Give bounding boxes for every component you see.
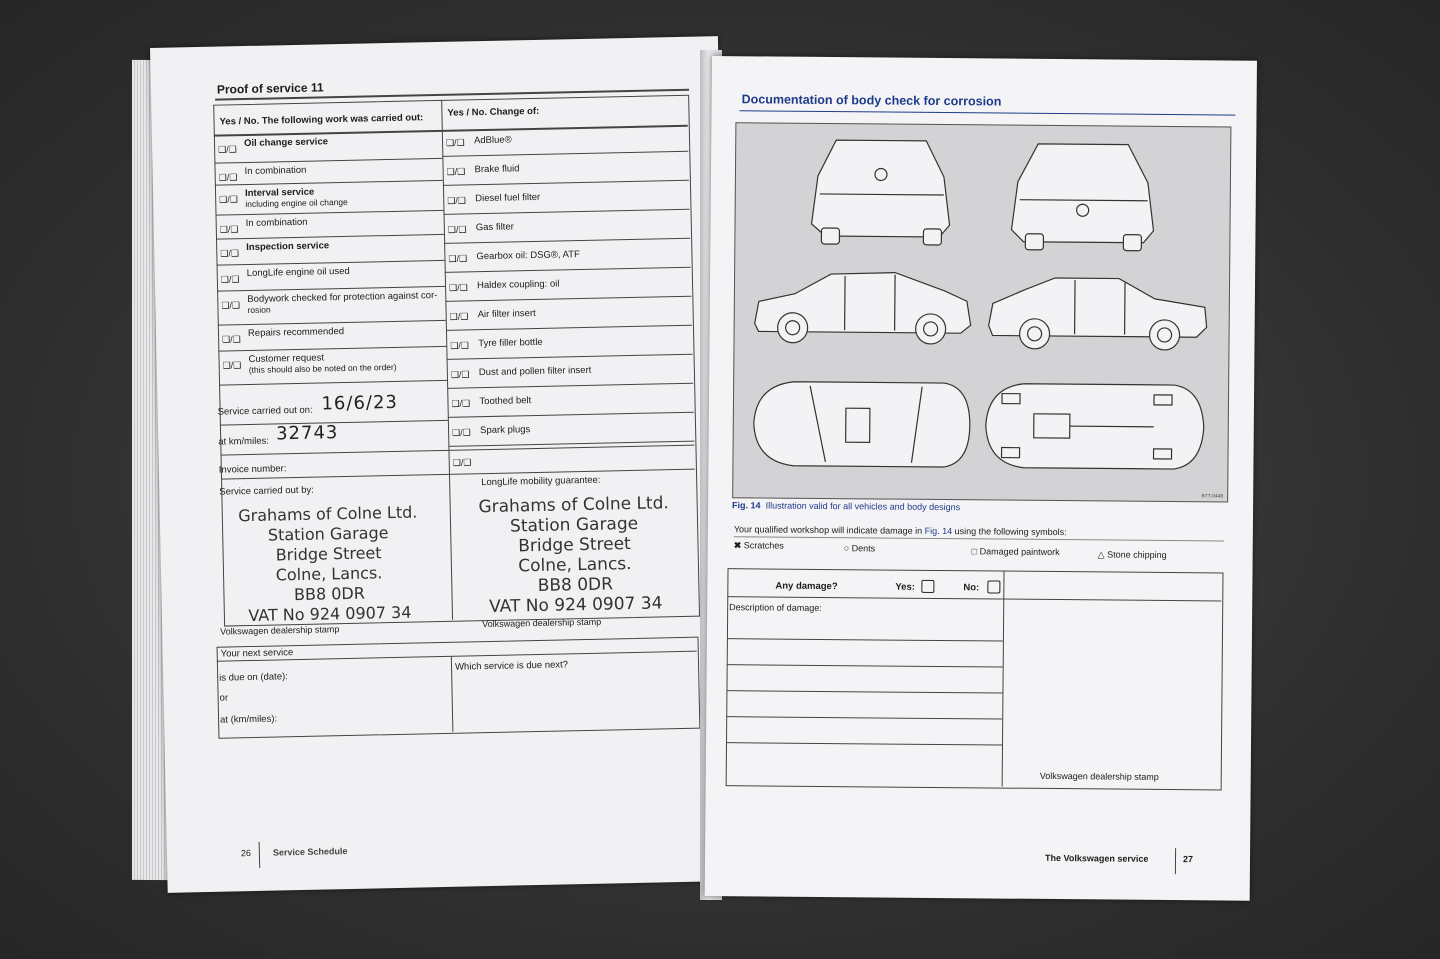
scratches-icon: ✖ — [733, 540, 742, 551]
work-item-sublabel: including engine oil change — [245, 196, 348, 210]
symbol-dents — [844, 543, 876, 553]
dents-icon: ○ — [843, 543, 850, 554]
symbol-stone-chipping — [1098, 549, 1167, 561]
change-item-label: Diesel fuel filter — [475, 191, 541, 205]
checkbox[interactable]: ❑/❑ — [218, 172, 238, 183]
figure-code: B7T-0448 — [1201, 493, 1224, 500]
any-damage-label: Any damage? — [775, 580, 838, 593]
dealer-stamp-left — [218, 502, 440, 627]
change-item-label: Gearbox oil: DSG®, ATF — [476, 249, 580, 263]
dealer-stamp-label-right: Volkswagen dealership stamp — [482, 616, 602, 630]
workshop-note-link[interactable]: Fig. 14 — [924, 525, 953, 537]
dealer-stamp-label-left: Volkswagen dealership stamp — [220, 624, 340, 637]
stamp-line: Station Garage — [267, 523, 389, 545]
checkbox[interactable]: ❑/❑ — [452, 457, 472, 468]
checkbox[interactable]: ❑/❑ — [446, 166, 466, 177]
no-checkbox[interactable] — [987, 580, 1000, 593]
or-label: or — [219, 692, 229, 704]
yes-checkbox[interactable] — [921, 580, 934, 593]
symbol-scratches — [734, 540, 784, 551]
footer-section-right: The Volkswagen service — [1044, 852, 1149, 864]
stamp-line: Station Garage — [509, 513, 639, 537]
work-item-label: Inspection service — [246, 240, 330, 254]
change-item-label: Brake fluid — [474, 163, 520, 176]
stone-chipping-icon: △ — [1097, 549, 1105, 560]
stamp-line: Bridge Street — [275, 543, 382, 565]
invoice-label: Invoice number: — [218, 463, 287, 476]
paintwork-icon: □ — [971, 546, 978, 557]
change-item-label: Tyre filler bottle — [478, 336, 543, 350]
symbol-label: Damaged paintwork — [979, 546, 1060, 558]
checkbox[interactable]: ❑/❑ — [219, 224, 239, 235]
mileage-label: at km/miles: — [218, 435, 270, 448]
checkbox[interactable]: ❑/❑ — [448, 282, 468, 293]
symbol-label: Scratches — [743, 540, 784, 551]
service-date-value: 16/6/23 — [321, 391, 399, 415]
page-number-right: 27 — [1182, 854, 1194, 865]
checkbox[interactable]: ❑/❑ — [218, 144, 237, 155]
work-item-label: Bodywork checked for protection against cor- — [247, 290, 438, 306]
checkbox[interactable]: ❑/❑ — [220, 248, 240, 259]
col2-header: Yes / No. Change of: — [447, 105, 540, 119]
symbol-label: Stone chipping — [1107, 549, 1167, 560]
checkbox[interactable]: ❑/❑ — [222, 334, 241, 345]
checkbox[interactable]: ❑/❑ — [219, 194, 238, 205]
figure-caption — [732, 500, 960, 512]
left-page-title: Proof of service 11 — [216, 80, 324, 97]
work-item-label: In combination — [245, 216, 308, 230]
stamp-line: Bridge Street — [518, 534, 631, 557]
yes-label: Yes: — [895, 581, 915, 593]
checkbox[interactable]: ❑/❑ — [449, 311, 469, 322]
right-page — [705, 56, 1257, 901]
work-item-label: In combination — [244, 164, 307, 178]
damage-table — [726, 568, 1224, 790]
left-page — [150, 36, 736, 893]
stamp-line: BB8 0DR — [293, 583, 366, 605]
work-item-sublabel: (this should also be noted on the order) — [248, 361, 397, 376]
change-item-label: Toothed belt — [479, 395, 532, 408]
change-item-label: AdBlue® — [473, 134, 512, 147]
change-item-label: Air filter insert — [477, 307, 536, 321]
checkbox[interactable]: ❑/❑ — [445, 137, 465, 148]
work-item-label: Interval service — [244, 186, 315, 200]
checkbox[interactable]: ❑/❑ — [447, 195, 467, 206]
at-km-label: at (km/miles): — [219, 713, 278, 726]
work-item-label: LongLife engine oil used — [246, 265, 350, 280]
stamp-line: Grahams of Colne Ltd. — [238, 502, 418, 526]
checkbox[interactable]: ❑/❑ — [220, 274, 240, 285]
change-item-label: Haldex coupling: oil — [476, 278, 560, 292]
work-item-label: Repairs recommended — [247, 325, 345, 340]
symbol-label: Dents — [851, 543, 876, 554]
carried-out-by-label: Service carried out by: — [219, 484, 314, 498]
checkbox[interactable]: ❑/❑ — [448, 253, 468, 264]
dealer-stamp-label-right-page: Volkswagen dealership stamp — [1039, 770, 1159, 782]
page-number-left: 26 — [240, 848, 252, 859]
workshop-note-post: using the following symbols: — [952, 526, 1067, 538]
checkbox[interactable]: ❑/❑ — [451, 398, 471, 409]
checkbox[interactable]: ❑/❑ — [447, 224, 467, 235]
due-on-label: is due on (date): — [219, 671, 288, 684]
work-item-sublabel: rosion — [247, 304, 271, 316]
footer-section-left: Service Schedule — [272, 846, 348, 858]
col1-header: Yes / No. The following work was carried out: — [219, 112, 424, 128]
stamp-line: VAT No 924 0907 34 — [248, 602, 412, 626]
work-item-label: Oil change service — [243, 136, 329, 150]
checkbox[interactable]: ❑/❑ — [222, 360, 242, 371]
guarantee-label: LongLife mobility guarantee: — [481, 474, 601, 489]
workshop-note — [734, 524, 1067, 537]
symbol-damaged-paintwork — [972, 546, 1060, 557]
stamp-line: BB8 0DR — [537, 574, 614, 596]
stamp-line: Colne, Lancs. — [275, 563, 383, 585]
workshop-note-pre: Your qualified workshop will indicate damage in — [733, 524, 925, 536]
car-diagram — [733, 123, 1230, 501]
service-date-label: Service carried out on: — [217, 404, 313, 418]
stamp-line: Colne, Lancs. — [518, 554, 632, 577]
work-item-label: Customer request — [248, 352, 325, 366]
no-label: No: — [963, 582, 980, 594]
car-diagram-figure — [732, 122, 1231, 502]
stamp-line: VAT No 924 0907 34 — [488, 593, 663, 618]
change-item-label: Spark plugs — [479, 424, 531, 437]
figure-caption-text: Illustration valid for all vehicles and body designs — [765, 500, 961, 513]
checkbox[interactable]: ❑/❑ — [452, 427, 471, 438]
description-label: Description of damage: — [729, 602, 822, 613]
which-service-label: Which service is due next? — [454, 659, 569, 673]
figure-label: Fig. 14 — [732, 500, 761, 511]
stamp-line: Grahams of Colne Ltd. — [478, 493, 670, 518]
checkbox[interactable]: ❑/❑ — [450, 369, 470, 380]
mileage-value: 32743 — [275, 422, 339, 445]
next-service-label: Your next service — [220, 647, 294, 660]
change-item-label: Dust and pollen filter insert — [478, 364, 592, 379]
checkbox[interactable]: ❑/❑ — [450, 340, 470, 351]
checkbox[interactable]: ❑/❑ — [221, 300, 241, 311]
right-page-title: Documentation of body check for corrosion — [741, 92, 1002, 109]
dealer-stamp-right — [453, 493, 695, 618]
change-item-label: Gas filter — [475, 221, 514, 234]
